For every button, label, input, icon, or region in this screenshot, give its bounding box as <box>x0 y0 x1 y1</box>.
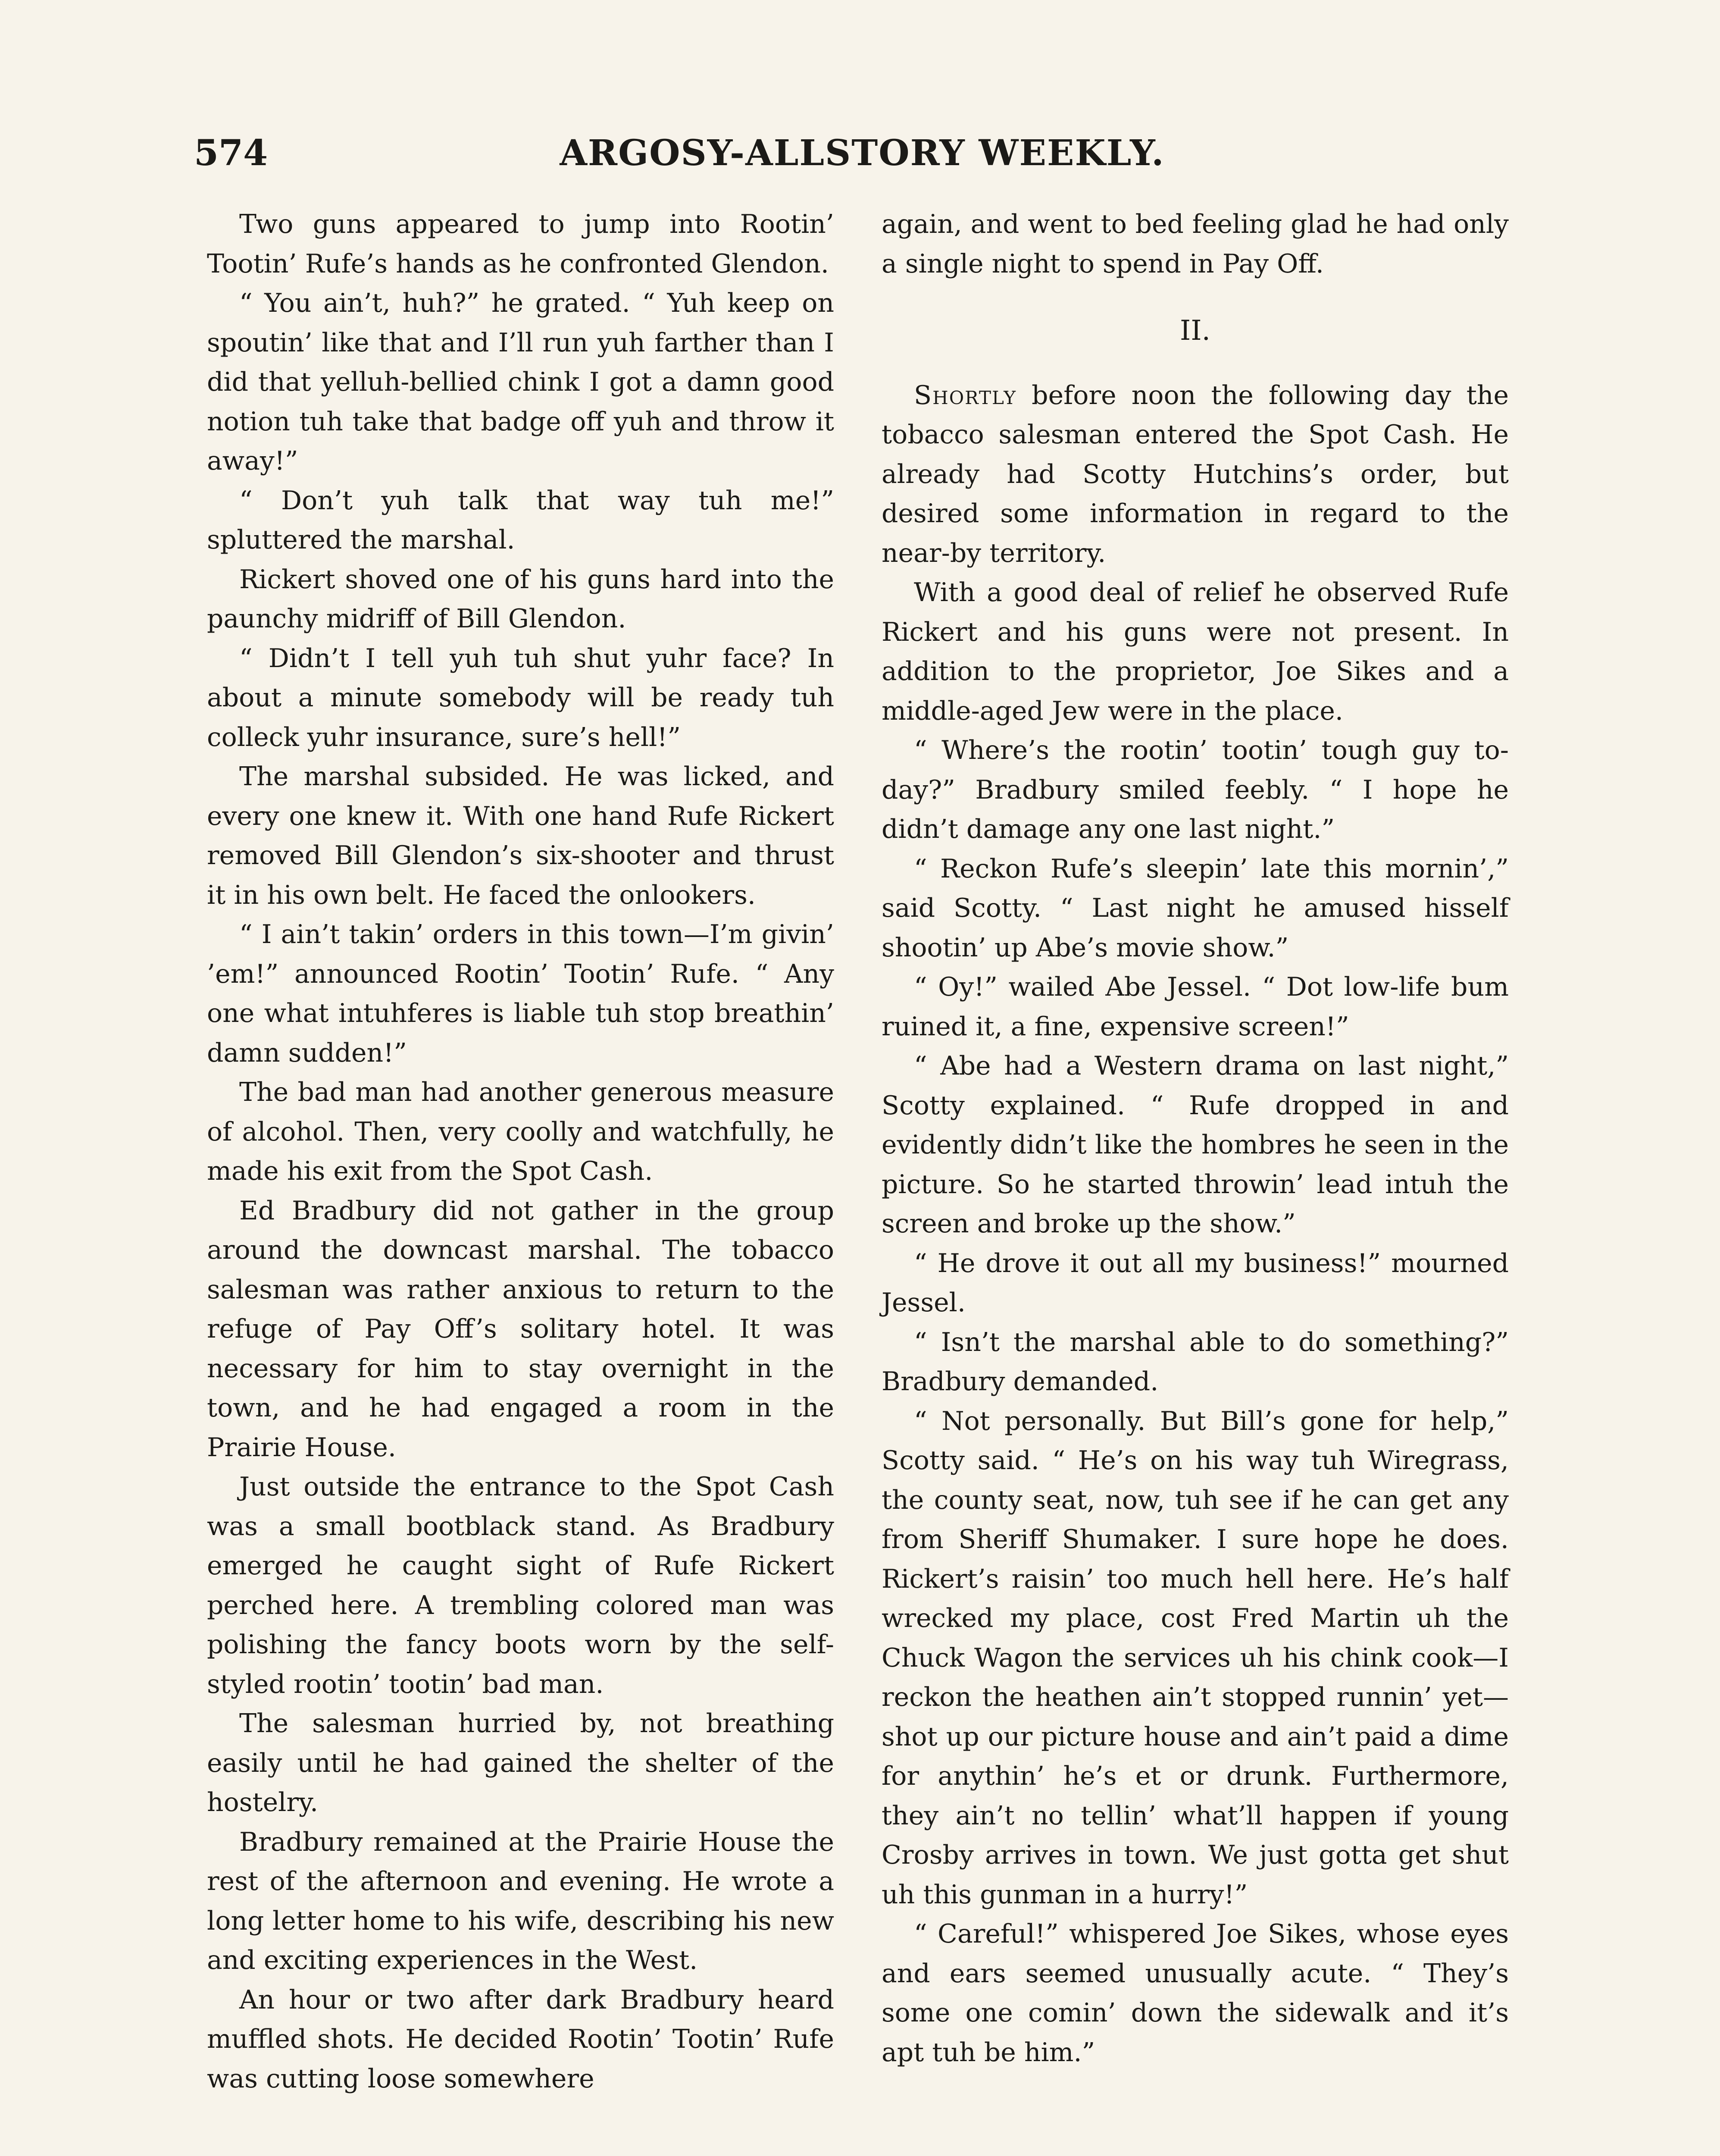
paragraph: “ Reckon Rufe’s sleepin’ late this mornin’,” said Scotty. “ Last night he amused hisself shootin’ up Abe’s movie show.” <box>882 853 1509 963</box>
paragraph: The bad man had another generous measure of alcohol. Then, very coolly and watchfully, he made his exit from the Spot Cash. <box>207 1077 834 1186</box>
paragraph: The marshal subsided. He was licked, and every one knew it. With one hand Rufe Rickert removed Bill Glendon’s six-shooter and thrust it in his own belt. He faced the onlookers. <box>207 761 834 910</box>
paragraph: An hour or two after dark Bradbury heard muffled shots. He decided Rootin’ Tootin’ Rufe was cutting loose somewhere <box>207 1984 834 2094</box>
paragraph: “ Isn’t the marshal able to do something?” Bradbury demanded. <box>882 1327 1509 1397</box>
paragraph: “ Don’t yuh talk that way tuh me!” spluttered the marshal. <box>207 485 834 555</box>
running-title: ARGOSY-ALLSTORY WEEKLY. <box>560 132 1165 174</box>
paragraph: Just outside the entrance to the Spot Cash was a small bootblack stand. As Bradbury emerged he caught sight of Rufe Rickert perched here. A trembling colored man was polishing the fancy boots worn by the self-styled rootin’ tootin’ bad man. <box>207 1472 834 1699</box>
page-number: 574 <box>194 132 268 174</box>
paragraph: With a good deal of relief he observed Rufe Rickert and his guns were not present. In addition to the proprietor, Joe Sikes and a middle-aged Jew were in the place. <box>882 577 1509 726</box>
page-header <box>194 129 1530 177</box>
paragraph: Ed Bradbury did not gather in the group around the downcast marshal. The tobacco salesman was rather anxious to return to the refuge of Pay Off’s solitary hotel. It was necessary for him to stay overnight in the town, and he had engaged a room in the Prairie House. <box>207 1195 834 1463</box>
paragraph: “ I ain’t takin’ orders in this town—I’m givin’ ’em!” announced Rootin’ Tootin’ Rufe. “ Any one what intuhferes is liable tuh stop breathin’ damn sudden!” <box>207 919 834 1068</box>
paragraph: “ Abe had a Western drama on last night,” Scotty explained. “ Rufe dropped in and evidently didn’t like the hombres he seen in the picture. So he started throwin’ lead intuh the screen and broke up the show.” <box>882 1051 1509 1239</box>
paragraph: “ Careful!” whispered Joe Sikes, whose eyes and ears seemed unusually acute. “ They’s some one comin’ down the sidewalk and it’s apt tuh be him.” <box>882 1919 1509 2068</box>
paragraph: Two guns appeared to jump into Rootin’ Tootin’ Rufe’s hands as he confronted Glendon. <box>207 209 834 279</box>
paragraph: “ Where’s the rootin’ tootin’ tough guy to-day?” Bradbury smiled feebly. “ I hope he didn’t damage any one last night.” <box>882 735 1509 844</box>
paragraph: The salesman hurried by, not breathing easily until he had gained the shelter of the hostelry. <box>207 1708 834 1818</box>
paragraph: Bradbury remained at the Prairie House the rest of the afternoon and evening. He wrote a long letter home to his wife, describing his new and exciting experiences in the West. <box>207 1827 834 1975</box>
right-column <box>882 205 1509 2072</box>
continued-paragraph: again, and went to bed feeling glad he had only a single night to spend in Pay Off. <box>882 209 1509 279</box>
paragraph: “ He drove it out all my business!” mourned Jessel. <box>882 1248 1509 1318</box>
paragraph: “ You ain’t, huh?” he grated. “ Yuh keep on spoutin’ like that and I’ll run yuh farther than I did that yelluh-bellied chink I got a damn good notion tuh take that badge off yuh and throw it away!” <box>207 288 834 476</box>
paragraph: “ Oy!” wailed Abe Jessel. “ Dot low-life bum ruined it, a fine, expensive screen!” <box>882 972 1509 1042</box>
left-column <box>207 205 834 2099</box>
section-opening-paragraph <box>882 376 1509 573</box>
paragraph: Rickert shoved one of his guns hard into the paunchy midriff of Bill Glendon. <box>207 564 834 634</box>
opening-smallcaps: Shortly <box>914 380 1016 411</box>
section-heading: II. <box>1180 315 1210 347</box>
opening-text: before noon the following day the tobacco salesman entered the Spot Cash. He already had Scotty Hutchins’s order, but desired some information in regard to the near-by territory. <box>882 380 1509 568</box>
paragraph: “ Didn’t I tell yuh tuh shut yuhr face? In about a minute somebody will be ready tuh colleck yuhr insurance, sure’s hell!” <box>207 643 834 752</box>
paragraph: “ Not personally. But Bill’s gone for help,” Scotty said. “ He’s on his way tuh Wiregrass, the county seat, now, tuh see if he can get any from Sheriff Shumaker. I sure hope he does. Rickert’s raisin’ too much hell here. He’s half wrecked my place, cost Fred Martin uh the Chuck Wagon the services uh his chink cook—I reckon the heathen ain’t stopped runnin’ yet—shot up our picture house and ain’t paid a dime for anythin’ he’s et or drunk. Furthermore, they ain’t no tellin’ what’ll happen if young Crosby arrives in town. We just gotta get shut uh this gunman in a hurry!” <box>882 1406 1509 1910</box>
